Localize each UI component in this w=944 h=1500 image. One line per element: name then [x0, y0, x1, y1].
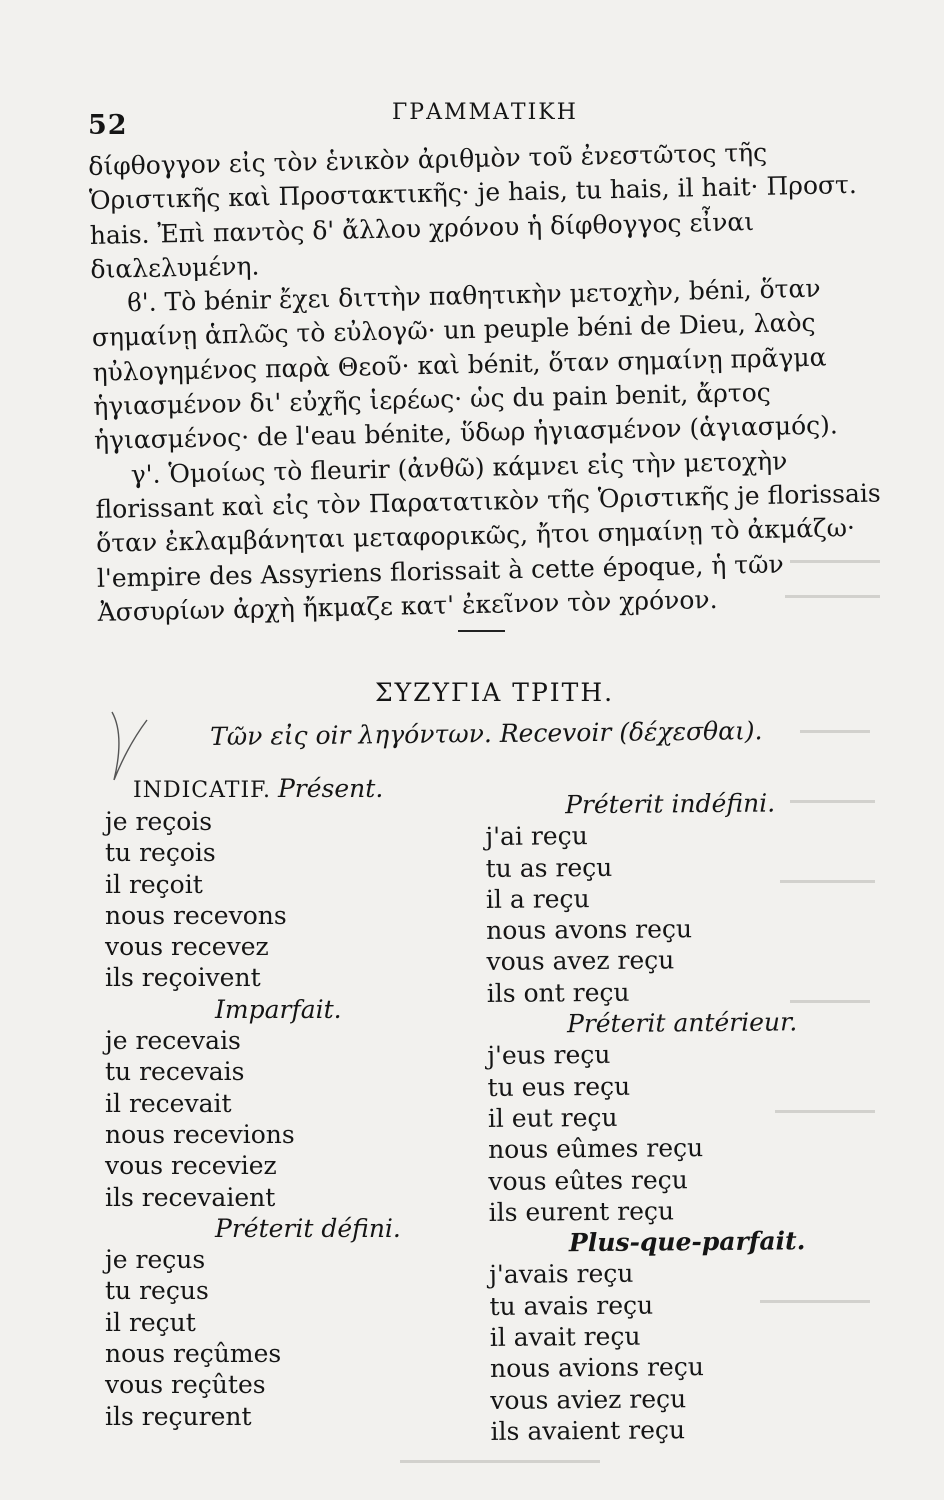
conjugation-line: tu avais reçu — [489, 1290, 654, 1321]
conjugation-line: nous recevons — [105, 900, 287, 930]
conjugation-line: il reçoit — [105, 869, 203, 899]
conjugation-line: il a reçu — [485, 883, 590, 914]
conjugation-line: vous reçûtes — [105, 1370, 266, 1400]
conjugation-line: ils avaient reçu — [490, 1415, 686, 1446]
tense-label-present: Présent. — [277, 774, 384, 803]
conjugation-line: il avait reçu — [489, 1321, 641, 1353]
section-title: ΣΥΖΥΓΙΑ ΤΡΙΤΗ. — [375, 678, 615, 707]
conjugation-line: je reçus — [105, 1245, 206, 1275]
tense-label-imparfait: Imparfait. — [215, 994, 342, 1024]
conjugation-line: nous recevions — [105, 1119, 295, 1149]
conjugation-line: ils recevaient — [105, 1182, 276, 1212]
conjugation-line: j'avais reçu — [489, 1259, 634, 1290]
conjugation-line: tu recevais — [105, 1057, 245, 1087]
tense-label-preterit-anterieur: Préterit antérieur. — [566, 1007, 798, 1039]
conjugation-line: ils reçurent — [105, 1401, 252, 1431]
conjugation-line: vous avez reçu — [486, 945, 675, 977]
conjugation-line: ils eurent reçu — [488, 1196, 675, 1227]
paragraph: δίφθογγον εἰς τὸν ἑνικὸν ἀριθμὸν τοῦ ἐνεστῶτος τῆς Ὁριστικῆς καὶ Προστακτικῆς· je hais, tu hais, il hait· Προστ. hais. Ἐπὶ παντὸς δ' ἄλλου χρόνου ἡ δίφθογγος εἶναι διαλελυμένη. — [88, 137, 858, 284]
conjugation-line: nous reçûmes — [105, 1339, 282, 1369]
tense-label-preterit-indefini: Préterit indéfini. — [565, 788, 776, 820]
body-text — [88, 133, 886, 630]
tense-label-preterit-defini: Préterit défini. — [215, 1213, 401, 1243]
page-number: 52 — [88, 110, 128, 141]
conjugation-line: il reçut — [105, 1307, 196, 1337]
conjugation-line: ils ont reçu — [486, 977, 630, 1008]
conjugation-line: vous eûtes reçu — [488, 1164, 688, 1196]
running-head: ΓΡΑΜΜΑΤΙΚΗ — [392, 100, 578, 125]
tense-label-plus-que-parfait: Plus-que-parfait. — [568, 1226, 806, 1258]
conjugation-right-column — [485, 787, 807, 1447]
conjugation-line: je recevais — [105, 1026, 241, 1056]
conjugation-line: je reçois — [105, 807, 213, 836]
conjugation-line: j'eus reçu — [487, 1040, 611, 1071]
conjugation-line: vous aviez reçu — [490, 1383, 687, 1415]
mood-label: INDICATIF. — [133, 778, 271, 803]
conjugation-line: ils reçoivent — [105, 963, 261, 993]
conjugation-line: il recevait — [105, 1088, 232, 1118]
conjugation-left-column — [105, 806, 401, 1432]
conjugation-line: nous avions reçu — [489, 1352, 705, 1384]
conjugation-line: vous recevez — [105, 932, 269, 962]
conjugation-line: il eut reçu — [487, 1102, 618, 1133]
mood-heading — [133, 774, 383, 803]
paragraph: ϐ'. Τὸ bénir ἔχει διττὴν παθητικὴν μετοχὴν, béni, ὅταν σημαίνῃ ἁπλῶς τὸ εὐλογῶ· un peuple béni de Dieu, λαὸς ηὐλογημένος παρὰ Θεοῦ· καὶ bénit, ὅταν σημαίνῃ πρᾶγμα ἡγιασμένον δι' εὐχῆς ἱερέως· ὡς du pain benit, ἄρτος ἡγιασμένος· de l'eau bénite, ὕδωρ ἡγιασμένον (ἁγιασμός). — [91, 273, 839, 456]
conjugation-line: tu as reçu — [485, 852, 613, 883]
conjugation-line: j'ai reçu — [485, 821, 588, 852]
conjugation-line: tu reçois — [105, 838, 216, 868]
conjugation-line: vous receviez — [105, 1151, 277, 1181]
conjugation-line: nous eûmes reçu — [488, 1133, 704, 1165]
verb-heading: Τῶν εἰς oir ληγόντων. Recevoir (δέχεσθαι). — [210, 716, 763, 751]
paragraph: γ'. Ὁμοίως τὸ fleurir (ἀνθῶ) κάμνει εἰς τὴν μετοχὴν florissant καὶ εἰς τὸν Παρατατικὸν τῆς Ὁριστικῆς je florissais ὅταν ἐκλαμβάνηται μεταφορικῶς, ἤτοι σημαίνῃ τὸ ἀκμάζω· l'empire des Assyriens florissait à cette époque, ἡ τῶν Ἀσσυρίων ἀρχὴ ἤκμαζε κατ' ἐκεῖνον τὸν χρόνον. — [95, 446, 881, 627]
section-divider — [458, 630, 505, 632]
conjugation-line: tu eus reçu — [487, 1071, 631, 1102]
conjugation-line: nous avons reçu — [486, 914, 693, 946]
conjugation-line: tu reçus — [105, 1276, 209, 1306]
